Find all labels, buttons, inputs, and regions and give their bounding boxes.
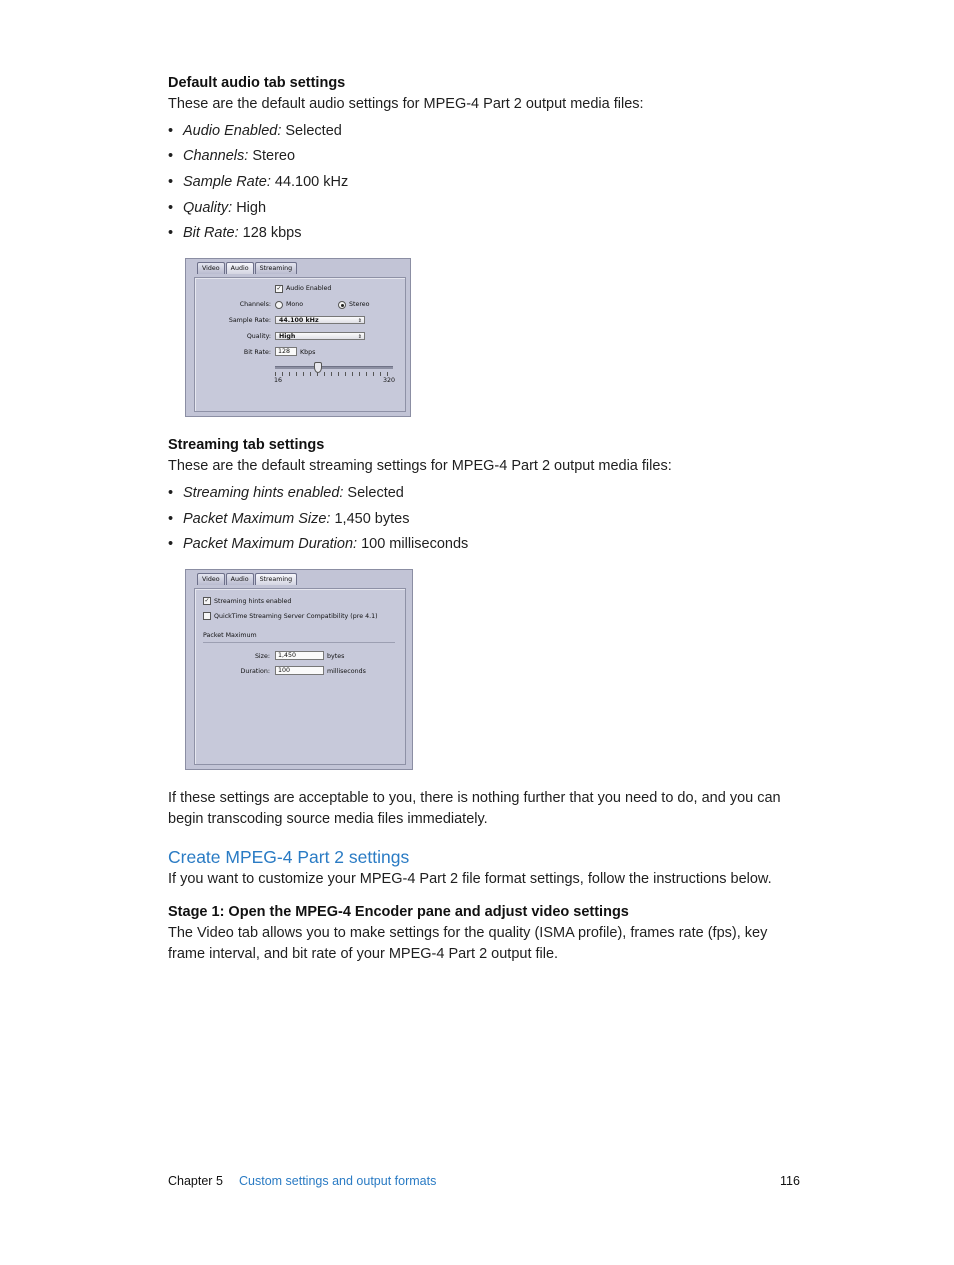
panel-body xyxy=(194,277,406,412)
bit-rate-unit: Kbps xyxy=(300,349,316,356)
streaming-hints-label: Streaming hints enabled xyxy=(214,598,292,605)
create-settings-heading: Create MPEG-4 Part 2 settings xyxy=(168,847,410,867)
bullet-label: Sample Rate: xyxy=(183,174,271,190)
sample-rate-select[interactable] xyxy=(275,316,365,324)
streaming-hints-checkbox[interactable]: ✓ xyxy=(204,597,210,604)
panel-tabs xyxy=(197,262,298,274)
paragraph-line: begin transcoding source media files immediately. xyxy=(168,810,488,827)
bit-rate-input[interactable]: 128 xyxy=(275,347,297,356)
stepper-icon: ⇕ xyxy=(357,334,362,340)
bullet-label: Channels: xyxy=(183,148,249,164)
mono-radio[interactable] xyxy=(275,301,283,309)
page-number: 116 xyxy=(780,1174,800,1188)
bullet-icon: • xyxy=(168,123,174,139)
packet-maximum-label: Packet Maximum xyxy=(203,632,257,639)
footer-chapter: Chapter 5 xyxy=(168,1174,223,1188)
bullet-value: Selected xyxy=(343,485,404,501)
slider-max-label: 320 xyxy=(383,377,396,384)
size-label: Size: xyxy=(254,653,270,660)
bullet-label: Packet Maximum Duration: xyxy=(183,536,358,552)
paragraph-line: If these settings are acceptable to you, there is nothing further that you need to do, and you can xyxy=(168,790,781,806)
duration-input[interactable]: 100 xyxy=(275,666,324,675)
bullet-label: Packet Maximum Size: xyxy=(183,511,331,527)
tab-streaming[interactable]: Streaming xyxy=(255,573,298,585)
mono-label: Mono xyxy=(286,301,304,308)
bullet-value: 128 kbps xyxy=(238,225,302,241)
quicktime-compat-label: QuickTime Streaming Server Compatibility (pre 4.1) xyxy=(214,613,378,620)
stage1-paragraph xyxy=(168,923,767,964)
paragraph-line: frame interval, and bit rate of your MPEG-4 Part 2 output file. xyxy=(168,945,559,962)
quicktime-compat-checkbox[interactable] xyxy=(203,612,211,620)
quality-select[interactable] xyxy=(275,332,365,340)
slider-ticks xyxy=(275,372,393,376)
streaming-settings-panel xyxy=(185,569,413,770)
duration-label: Duration: xyxy=(240,668,270,675)
tab-video[interactable]: Video xyxy=(197,573,225,585)
tab-streaming[interactable]: Streaming xyxy=(255,262,298,274)
tab-audio[interactable]: Audio xyxy=(226,573,254,585)
audio-settings-heading: Default audio tab settings xyxy=(168,75,346,91)
stepper-icon: ⇕ xyxy=(357,318,362,324)
size-unit: bytes xyxy=(327,653,345,660)
audio-enabled-label: Audio Enabled xyxy=(286,285,332,292)
tab-video[interactable]: Video xyxy=(197,262,225,274)
audio-settings-panel xyxy=(185,258,411,417)
bit-rate-label: Bit Rate: xyxy=(243,349,271,356)
sample-rate-value: 44.100 kHz xyxy=(279,317,319,324)
footer-chapter-title[interactable]: Custom settings and output formats xyxy=(239,1174,437,1188)
sample-rate-label: Sample Rate: xyxy=(228,317,271,324)
bullet-icon: • xyxy=(168,225,174,241)
streaming-settings-heading: Streaming tab settings xyxy=(168,437,325,453)
stereo-radio[interactable] xyxy=(338,301,346,309)
bullet-label: Quality: xyxy=(183,200,233,216)
bullet-label: Audio Enabled: xyxy=(183,123,282,139)
bullet-value: Stereo xyxy=(248,148,296,164)
bullet-icon: • xyxy=(168,148,174,164)
channels-label: Channels: xyxy=(239,301,271,308)
bullet-label: Bit Rate: xyxy=(183,225,239,241)
stage1-heading: Stage 1: Open the MPEG-4 Encoder pane and adjust video settings xyxy=(168,904,629,920)
panel-tabs xyxy=(197,573,298,585)
bullet-value: 44.100 kHz xyxy=(270,174,349,190)
slider-min-label: 16 xyxy=(274,377,283,384)
quality-label: Quality: xyxy=(246,333,271,340)
divider xyxy=(203,642,395,643)
duration-unit: milliseconds xyxy=(327,668,366,675)
audio-settings-intro: These are the default audio settings for MPEG-4 Part 2 output media files: xyxy=(168,96,644,112)
bullet-value: High xyxy=(232,200,267,216)
acceptable-settings-paragraph xyxy=(168,788,781,829)
bullet-value: Selected xyxy=(281,123,342,139)
stereo-label: Stereo xyxy=(349,301,370,308)
bullet-value: 1,450 bytes xyxy=(330,511,410,527)
paragraph-line: The Video tab allows you to make settings for the quality (ISMA profile), frames rate (fps), key xyxy=(168,925,768,941)
tab-audio[interactable]: Audio xyxy=(226,262,254,274)
audio-enabled-checkbox[interactable]: ✓ xyxy=(276,285,282,292)
streaming-settings-intro: These are the default streaming settings for MPEG-4 Part 2 output media files: xyxy=(168,458,672,474)
quality-value: High xyxy=(279,333,296,340)
bullet-icon: • xyxy=(168,485,174,501)
create-settings-intro: If you want to customize your MPEG-4 Part 2 file format settings, follow the instructions below. xyxy=(168,871,772,887)
size-input[interactable]: 1,450 xyxy=(275,651,324,660)
bullet-value: 100 milliseconds xyxy=(357,536,469,552)
bullet-icon: • xyxy=(168,200,174,216)
bit-rate-slider-track[interactable] xyxy=(275,366,393,369)
bullet-icon: • xyxy=(168,536,174,552)
bullet-icon: • xyxy=(168,511,174,527)
bullet-icon: • xyxy=(168,174,174,190)
bullet-label: Streaming hints enabled: xyxy=(183,485,344,501)
